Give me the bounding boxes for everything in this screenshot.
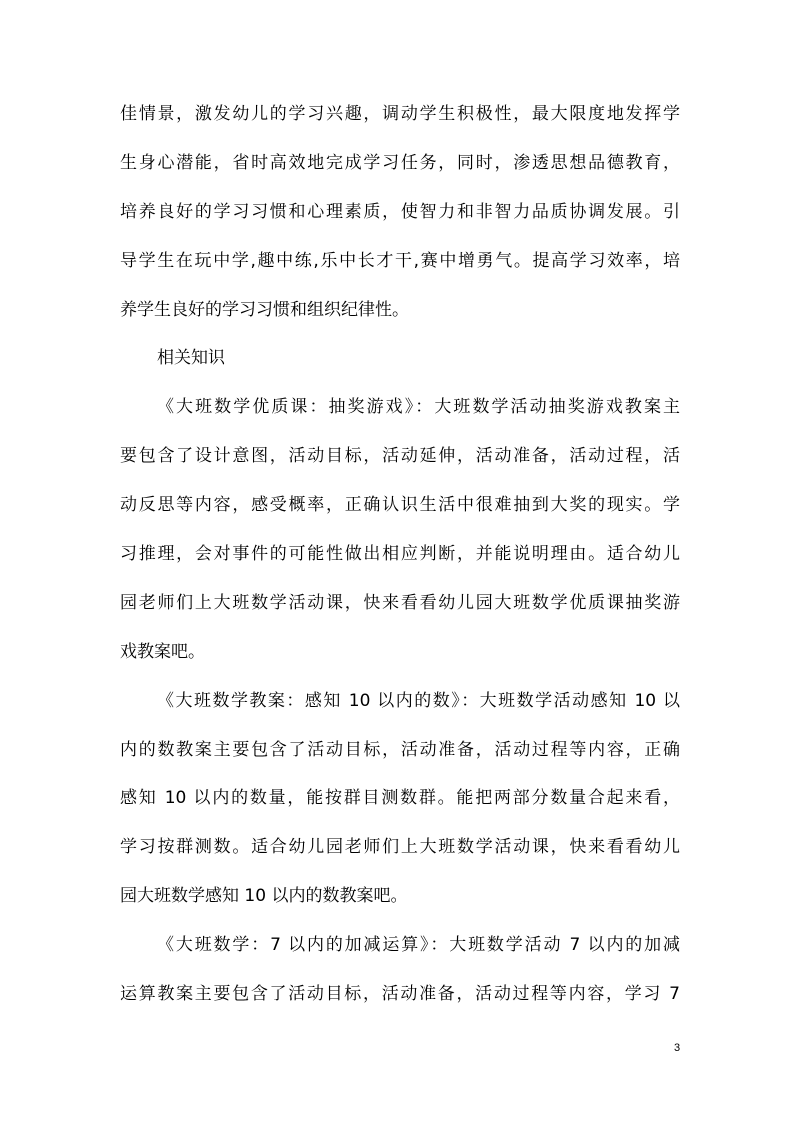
text-line: 培养良好的学习习惯和心理素质，使智力和非智力品质协调发展。引 [120, 201, 680, 222]
text-line: 《大班数学：7 以内的加减运算》：大班数学活动 7 以内的加减 [157, 935, 680, 956]
text-line: 感知 10 以内的数量，能按群目测数群。能把两部分数量合起来看， [120, 788, 680, 809]
text-line: 内的数教案主要包含了活动目标，活动准备，活动过程等内容，正确 [120, 739, 680, 760]
text-line: 导学生在玩中学,趣中练,乐中长才干,赛中增勇气。提高学习效率，培 [120, 250, 680, 271]
text-line: 佳情景，激发幼儿的学习兴趣，调动学生积极性，最大限度地发挥学 [120, 104, 680, 124]
text-line: 动反思等内容，感受概率，正确认识生活中很难抽到大奖的现实。学 [120, 495, 680, 516]
section-heading: 相关知识 [157, 348, 225, 369]
text-line: 学习按群测数。适合幼儿园老师们上大班数学活动课，快来看看幼儿 [120, 837, 680, 858]
text-line: 戏教案吧。 [120, 641, 205, 662]
text-line: 要包含了设计意图，活动目标，活动延伸，活动准备，活动过程，活 [120, 446, 680, 467]
text-line: 《大班数学优质课：抽奖游戏》：大班数学活动抽奖游戏教案主 [157, 397, 680, 418]
document-body [120, 90, 680, 1019]
text-line: 生身心潜能，省时高效地完成学习任务，同时，渗透思想品德教育， [120, 152, 680, 173]
text-line: 习推理，会对事件的可能性做出相应判断，并能说明理由。适合幼儿 [120, 544, 680, 565]
text-line: 园老师们上大班数学活动课，快来看看幼儿园大班数学优质课抽奖游 [120, 592, 680, 613]
text-line: 《大班数学教案：感知 10 以内的数》：大班数学活动感知 10 以 [157, 690, 680, 711]
text-line: 园大班数学感知 10 以内的数教案吧。 [120, 886, 408, 907]
page-number: 3 [674, 1042, 681, 1054]
text-line: 运算教案主要包含了活动目标，活动准备，活动过程等内容，学习 7 [120, 984, 680, 1005]
text-line: 养学生良好的学习习惯和组织纪律性。 [120, 299, 409, 320]
